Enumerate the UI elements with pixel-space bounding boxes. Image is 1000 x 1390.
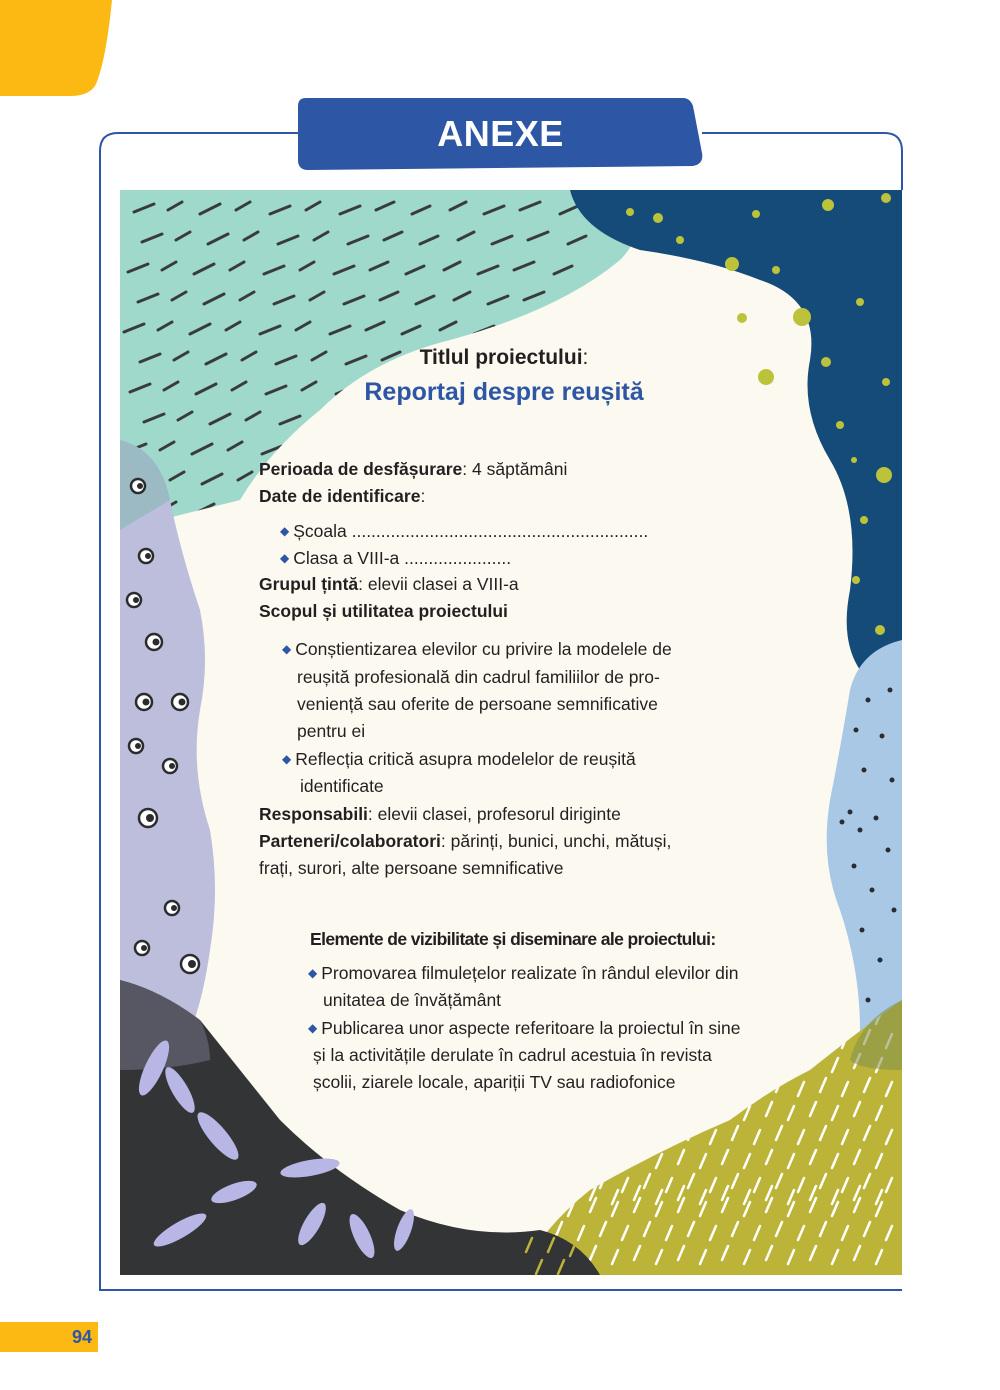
list-item: ◆ Conștientizarea elevilor cu privire la modelele de — [282, 639, 672, 659]
bullet-diamond-icon: ◆ — [308, 1021, 318, 1035]
list-item: ◆ Publicarea unor aspecte referitoare la proiectul în sine — [308, 1018, 741, 1038]
page-number: 94 — [71, 1326, 92, 1347]
period-line: Perioada de desfășurare: 4 săptămâni — [259, 459, 568, 479]
list-item: ◆ Promovarea filmulețelor realizate în rândul elevilor din — [308, 963, 739, 983]
visibility-heading: Elemente de vizibilitate și diseminare ale proiectului: — [310, 929, 716, 949]
list-item-continuation: unitatea de învățământ — [323, 990, 502, 1010]
purpose-heading: Scopul și utilitatea proiectului — [259, 601, 508, 621]
responsible-line: Responsabili: elevii clasei, profesorul diriginte — [259, 804, 621, 824]
list-item-continuation: pentru ei — [297, 721, 366, 741]
list-item-continuation: veniență sau oferite de persoane semnificative — [297, 694, 658, 714]
identification-line: Date de identificare: — [259, 486, 426, 506]
project-sheet — [120, 190, 902, 1275]
section-title: ANEXE — [437, 113, 564, 154]
list-item: ◆ Școala ............................................................. — [280, 521, 649, 541]
list-item-continuation: identificate — [300, 776, 384, 796]
target-group-line: Grupul țintă: elevii clasei a VIII-a — [259, 574, 519, 594]
project-title: Reportaj despre reușită — [364, 378, 644, 406]
bullet-diamond-icon: ◆ — [282, 752, 292, 766]
bullet-diamond-icon: ◆ — [308, 966, 318, 980]
list-item-continuation: și la activitățile derulate în cadrul acestuia în revista — [313, 1045, 712, 1065]
list-item-continuation: reușită profesională din cadrul familiilor de pro- — [297, 667, 660, 687]
bullet-diamond-icon: ◆ — [282, 642, 292, 656]
list-item: ◆ Reflecția critică asupra modelelor de reușită — [282, 749, 636, 769]
list-item-continuation: școlii, ziarele locale, apariții TV sau radiofonice — [313, 1072, 676, 1092]
project-title-label: Titlul proiectului: — [419, 346, 589, 369]
partners-line: Parteneri/colaboratori: părinți, bunici, unchi, mătuși, — [259, 831, 672, 851]
list-item: ◆ Clasa a VIII-a ...................... — [280, 548, 512, 568]
bullet-diamond-icon: ◆ — [280, 551, 290, 565]
partners-line-continuation: frați, surori, alte persoane semnificative — [259, 858, 564, 878]
bullet-diamond-icon: ◆ — [280, 524, 290, 538]
